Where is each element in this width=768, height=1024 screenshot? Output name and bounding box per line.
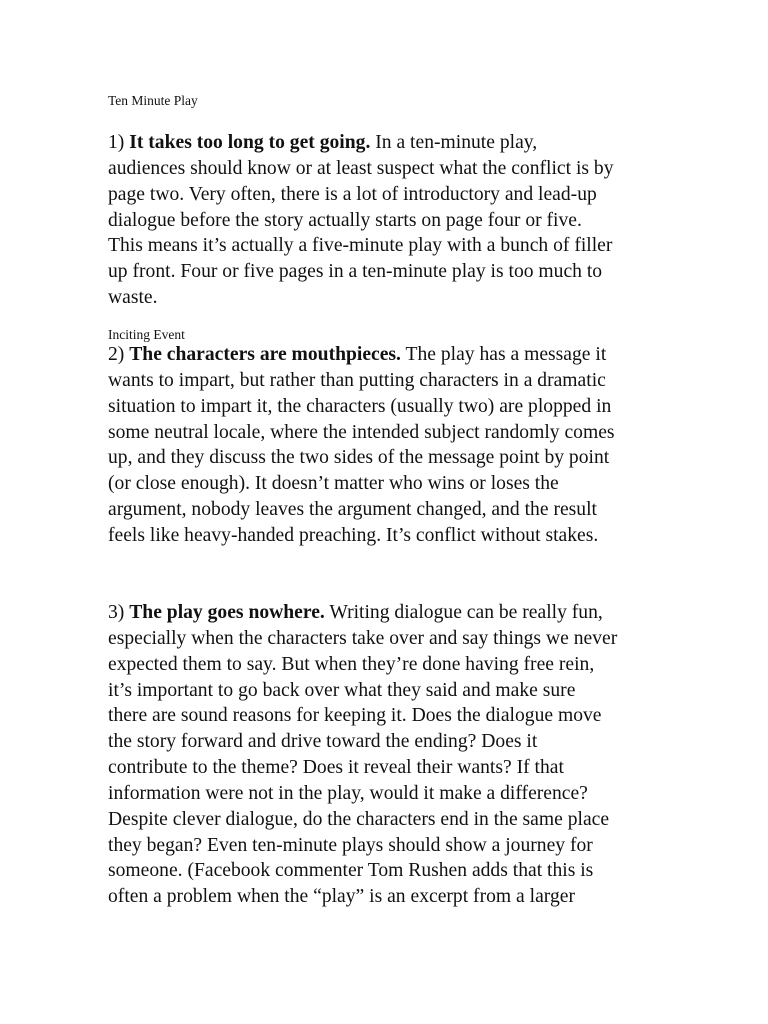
paragraph-line: (or close enough). It doesn’t matter who wins or loses the: [108, 473, 559, 495]
paragraph-line: Despite clever dialogue, do the characters end in the same place: [108, 808, 610, 830]
paragraph-line: there are sound reasons for keeping it. Does the dialogue move: [108, 705, 602, 727]
paragraph-line: [108, 130, 668, 156]
paragraph-line: [108, 600, 668, 626]
paragraph-line: audiences should know or at least suspect what the conflict is by: [108, 157, 614, 179]
paragraph-line: situation to impart it, the characters (usually two) are plopped in: [108, 395, 612, 417]
item-heading: It takes too long to get going.: [129, 132, 371, 153]
paragraph-line: the story forward and drive toward the ending? Does it: [108, 731, 538, 753]
paragraph-line: This means it’s actually a five-minute play with a bunch of filler: [108, 235, 613, 257]
document-title: Ten Minute Play: [108, 93, 198, 108]
paragraph-line: page two. Very often, there is a lot of introductory and lead-up: [108, 183, 597, 205]
item-text: The play has a message it: [400, 344, 607, 365]
paragraph-line: information were not in the play, would it make a difference?: [108, 782, 588, 804]
item-text: Writing dialogue can be really fun,: [324, 602, 603, 623]
paragraph-line: feels like heavy-handed preaching. It’s conflict without stakes.: [108, 524, 599, 546]
paragraph-line: someone. (Facebook commenter Tom Rushen adds that this is: [108, 860, 594, 882]
item-number: 2): [108, 344, 125, 365]
paragraph-line: up, and they discuss the two sides of the message point by point: [108, 447, 610, 469]
item-number: 1): [108, 132, 125, 153]
paragraph-line: argument, nobody leaves the argument changed, and the result: [108, 499, 597, 521]
paragraph-line: dialogue before the story actually starts on page four or five.: [108, 209, 582, 231]
paragraph-line: waste.: [108, 287, 158, 309]
paragraph-line: up front. Four or five pages in a ten-minute play is too much to: [108, 261, 603, 283]
item-heading: The play goes nowhere.: [129, 602, 325, 623]
section-label: Inciting Event: [108, 327, 185, 342]
list-item-1: [108, 130, 668, 311]
paragraph-line: contribute to the theme? Does it reveal their wants? If that: [108, 757, 564, 779]
paragraph-line: some neutral locale, where the intended subject randomly comes: [108, 421, 615, 443]
item-text: In a ten-minute play,: [370, 132, 538, 153]
paragraph-line: often a problem when the “play” is an excerpt from a larger: [108, 886, 575, 908]
paragraph-line: it’s important to go back over what they said and make sure: [108, 679, 576, 701]
list-item-2: [108, 342, 668, 549]
list-item-3: [108, 600, 668, 910]
item-number: 3): [108, 602, 125, 623]
item-heading: The characters are mouthpieces.: [129, 344, 401, 365]
paragraph-line: expected them to say. But when they’re done having free rein,: [108, 653, 595, 675]
paragraph-line: they began? Even ten-minute plays should show a journey for: [108, 834, 593, 856]
paragraph-line: [108, 342, 668, 368]
paragraph-line: especially when the characters take over and say things we never: [108, 627, 618, 649]
paragraph-line: wants to impart, but rather than putting characters in a dramatic: [108, 369, 606, 391]
